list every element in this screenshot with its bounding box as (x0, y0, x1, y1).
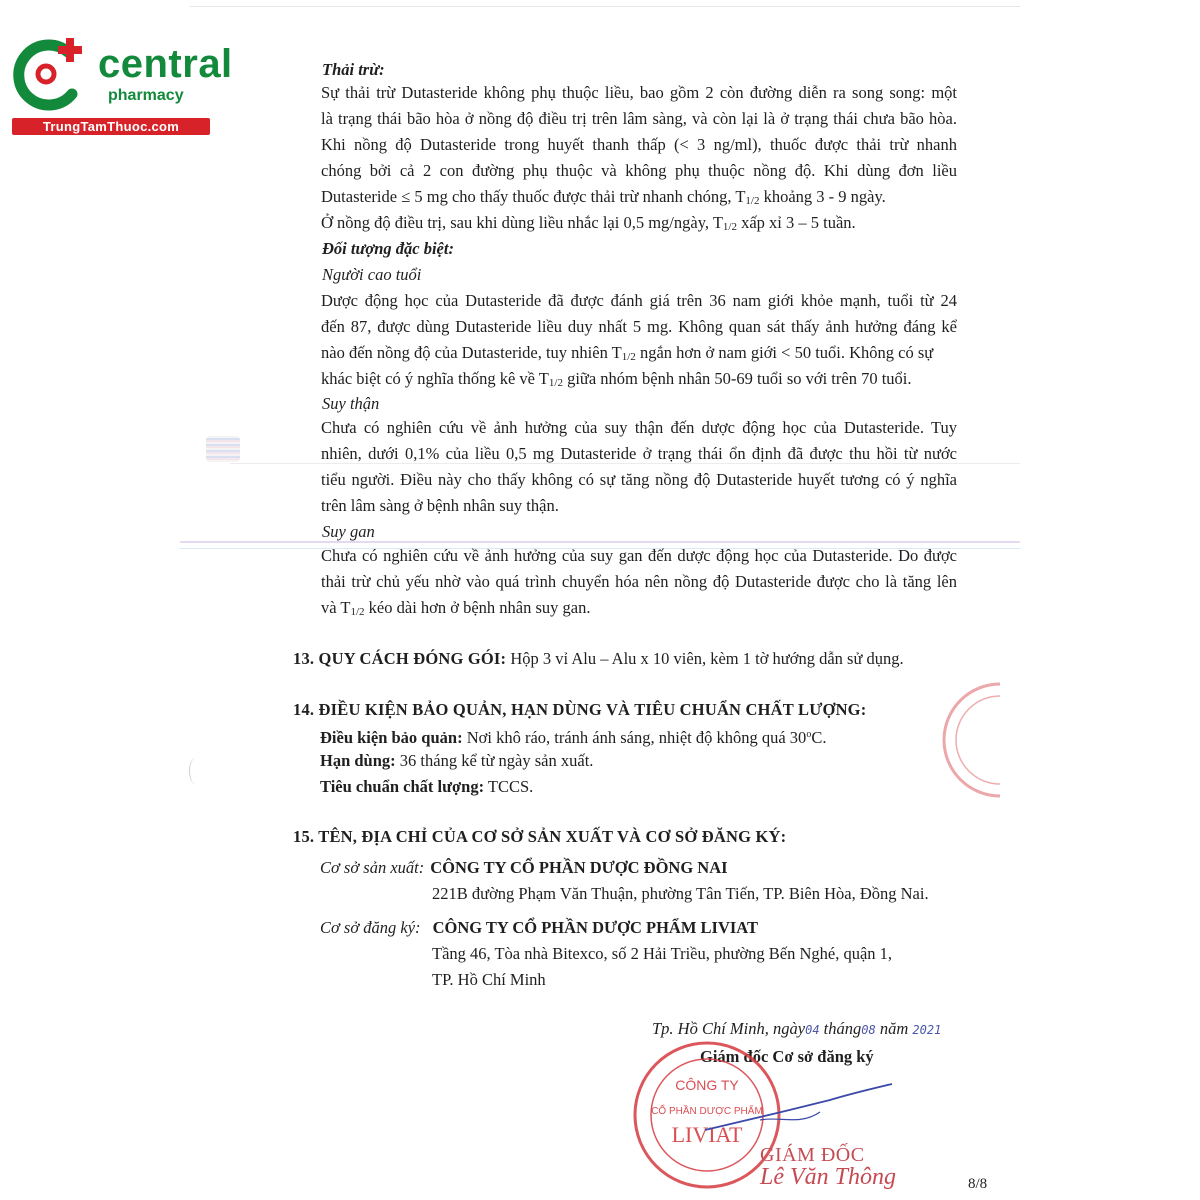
manufacturer-label: Cơ sở sản xuất: (320, 858, 425, 877)
hepatic-subheading: Suy gan (322, 522, 375, 541)
elimination-line: Khi nồng độ Dutasteride trong huyết thanh thấp (< 3 ng/ml), thuốc được thải trừ nhanh (321, 135, 957, 154)
registrant-row (320, 915, 758, 941)
elimination-heading: Thải trừ: (322, 60, 385, 79)
scan-smudge (206, 436, 240, 462)
scan-smudge (189, 758, 202, 784)
special-populations-heading: Đối tượng đặc biệt: (322, 239, 454, 258)
renal-line: tiểu người. Điều này cho thấy không có sự tăng nồng độ Dutasteride huyết tương có ý nghĩa (321, 470, 957, 489)
side-seal-stamp (930, 670, 1000, 810)
manufacturer-row (320, 855, 728, 881)
registrant-address: TP. Hồ Chí Minh (432, 970, 546, 989)
hepatic-line: Chưa có nghiên cứu về ảnh hưởng của suy gan đến dược động học của Dutasteride. Do được (321, 546, 957, 565)
elimination-line: Sự thải trừ Dutasteride không phụ thuộc liều, bao gồm 2 còn đường diễn ra song song: một (321, 83, 957, 102)
director-name: Lê Văn Thông (760, 1164, 897, 1190)
central-pharmacy-logo[interactable] (10, 36, 233, 136)
section-13-heading: 13. QUY CÁCH ĐÓNG GÓI: (293, 649, 507, 668)
elderly-line: đến 87, được dùng Dutasteride liều duy nhất 5 mg. Không quan sát thấy ảnh hưởng đáng kể (321, 317, 957, 336)
director-label: GIÁM ĐỐC (760, 1144, 865, 1166)
scan-line (190, 6, 1020, 7)
registrant-name: CÔNG TY CỔ PHẦN DƯỢC PHẨM LIVIAT (432, 918, 758, 937)
renal-subheading: Suy thận (322, 394, 380, 413)
elderly-subheading: Người cao tuổi (322, 265, 422, 284)
elimination-line: là trạng thái bão hòa ở nồng độ điều trị trên lâm sàng, và còn lại là ở trạng thái chưa bão hòa. (321, 109, 957, 128)
handwritten-month: 08 (861, 1023, 876, 1037)
stamp-text-name: LIVIAT (671, 1122, 743, 1147)
manufacturer-name: CÔNG TY CỔ PHẦN DƯỢC ĐỒNG NAI (430, 858, 728, 877)
page-number: 8/8 (968, 1176, 988, 1192)
manufacturer-address: 221B đường Phạm Văn Thuận, phường Tân Tiến, TP. Biên Hòa, Đồng Nai. (432, 884, 929, 903)
logo-brand-text: central (98, 42, 233, 86)
registrant-label: Cơ sở đăng ký: (320, 918, 421, 937)
section-15-heading: 15. TÊN, ĐỊA CHỈ CỦA CƠ SỞ SẢN XUẤT VÀ CƠ SỞ ĐĂNG KÝ: (293, 827, 787, 846)
quality-standard: Tiêu chuẩn chất lượng: TCCS. (320, 777, 534, 796)
elimination-line: Ở nồng độ điều trị, sau khi dùng liều nhắc lại 0,5 mg/ngày, T1/2 xấp xỉ 3 – 5 tuần. (321, 213, 856, 233)
elimination-line: Dutasteride ≤ 5 mg cho thấy thuốc được thải trừ nhanh chóng, T1/2 khoảng 3 - 9 ngày. (321, 187, 886, 207)
renal-line: Chưa có nghiên cứu về ảnh hưởng của suy thận đến dược động học của Dutasteride. Tuy (321, 418, 957, 437)
section-13: 13. QUY CÁCH ĐÓNG GÓI: Hộp 3 vỉ Alu – Alu x 10 viên, kèm 1 tờ hướng dẫn sử dụng. (293, 649, 904, 668)
elimination-line: chóng bởi cả 2 con đường phụ thuộc và không phụ thuộc nồng độ. Khi dùng đơn liều (321, 161, 957, 180)
elderly-line: nào đến nồng độ của Dutasteride, tuy nhiên T1/2 ngắn hơn ở nam giới < 50 tuổi. Không có sự (321, 343, 934, 363)
section-14-heading: 14. ĐIỀU KIỆN BẢO QUẢN, HẠN DÙNG VÀ TIÊU CHUẨN CHẤT LƯỢNG: (293, 700, 867, 719)
elderly-line: Dược động học của Dutasteride đã được đánh giá trên 36 nam giới khỏe mạnh, tuổi từ 24 (321, 291, 957, 310)
hepatic-line: thải trừ chủ yếu nhờ vào quá trình chuyển hóa nên nồng độ Dutasteride được cho là tăng lên (321, 572, 957, 591)
stamp-text-company: CÔNG TY (675, 1077, 739, 1093)
shelf-life: Hạn dùng: 36 tháng kể từ ngày sản xuất. (320, 751, 594, 770)
handwritten-day: 04 (805, 1023, 820, 1037)
signing-date: Tp. Hồ Chí Minh, ngày04 tháng08 năm 2021 (652, 1019, 942, 1038)
handwritten-year: 2021 (912, 1023, 942, 1037)
logo-url-banner[interactable]: TrungTamThuoc.com (12, 118, 210, 135)
registrant-address: Tầng 46, Tòa nhà Bitexco, số 2 Hải Triều, phường Bến Nghé, quận 1, (432, 944, 893, 963)
renal-line: trên lâm sàng ở bệnh nhân suy thận. (321, 496, 559, 515)
renal-line: nhiên, dưới 0,1% của liều 0,5 mg Dutasteride ở trạng thái ổn định đã được thu hồi từ nước (321, 444, 957, 463)
signature-scribble (700, 1082, 900, 1142)
central-c-plus-icon (10, 36, 96, 116)
elderly-line: khác biệt có ý nghĩa thống kê về T1/2 giữa nhóm bệnh nhân 50-69 tuổi so với trên 70 tuổi. (321, 369, 912, 389)
hepatic-line: và T1/2 kéo dài hơn ở bệnh nhân suy gan. (321, 598, 591, 618)
logo-sub-text: pharmacy (108, 87, 184, 104)
signer-title: Giám đốc Cơ sở đăng ký (700, 1047, 874, 1066)
storage-condition: Điều kiện bảo quản: Nơi khô ráo, tránh ánh sáng, nhiệt độ không quá 30$^o$C. (320, 728, 827, 747)
stamp-text-type: CỔ PHẦN DƯỢC PHẨM (651, 1106, 763, 1117)
